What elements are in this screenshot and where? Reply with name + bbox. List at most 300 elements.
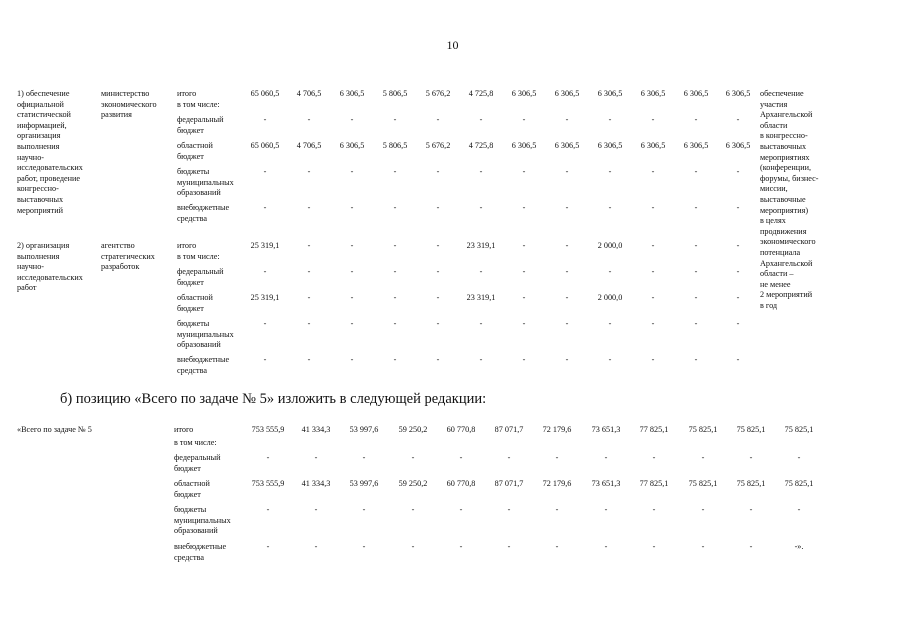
funding-source — [174, 479, 210, 500]
value-cell-line: - — [362, 505, 366, 514]
value-cell-line: - — [393, 241, 397, 250]
value-cell-line: - — [411, 542, 415, 551]
value-cell-line: 59 250,2 — [398, 479, 428, 488]
value-cell-line: - — [736, 203, 740, 212]
value-cell — [586, 241, 634, 252]
value-cell-line: 65 060,5 — [250, 141, 280, 150]
value-cell — [629, 89, 677, 100]
value-cell-line: - — [608, 355, 612, 364]
value-cell — [629, 241, 677, 252]
value-cell — [414, 167, 462, 178]
value-cell-line: - — [393, 167, 397, 176]
value-cell — [672, 293, 720, 304]
funding-source-line: внебюджетные — [174, 542, 227, 551]
value-cell-line: - — [307, 203, 311, 212]
value-cell-line: - — [459, 453, 463, 462]
value-cell-line: - — [736, 355, 740, 364]
value-cell-line: 25 319,1 — [250, 241, 280, 250]
value-cell-line: - — [307, 319, 311, 328]
value-cell — [500, 203, 548, 214]
value-cell-line: - — [263, 319, 267, 328]
value-cell — [543, 241, 591, 252]
result-cell-line: Архангельской — [760, 258, 813, 268]
value-cell — [483, 479, 535, 490]
value-cell — [714, 267, 762, 278]
value-cell — [543, 355, 591, 366]
value-cell-line: - — [350, 319, 354, 328]
value-cell-line: 87 071,7 — [494, 425, 524, 434]
value-cell — [773, 453, 825, 464]
value-cell — [714, 115, 762, 126]
value-cell-line: 77 825,1 — [639, 425, 669, 434]
value-cell-line: - — [393, 355, 397, 364]
value-cell — [586, 115, 634, 126]
result-cell-line: экономического — [760, 237, 816, 247]
value-cell-line: 60 770,8 — [446, 425, 476, 434]
value-cell — [714, 167, 762, 178]
value-cell-line: - — [565, 203, 569, 212]
result-cell-line: не менее — [760, 279, 791, 289]
value-cell-line: - — [522, 241, 526, 250]
result-cell-line: продвижения — [760, 226, 807, 236]
value-cell — [725, 542, 777, 553]
result-cell-line: потенциала — [760, 247, 801, 257]
funding-source — [174, 505, 231, 537]
funding-source — [177, 293, 213, 314]
value-cell-line: - — [565, 293, 569, 302]
value-cell — [414, 203, 462, 214]
value-cell-line: - — [362, 453, 366, 462]
value-cell-line: - — [507, 453, 511, 462]
value-cell-line: - — [608, 203, 612, 212]
value-cell — [387, 453, 439, 464]
funding-source — [177, 115, 224, 136]
value-cell — [629, 267, 677, 278]
activity-cell-line: информацией, — [17, 120, 67, 130]
value-cell — [586, 203, 634, 214]
total-label-line: «Всего по задаче № 5 — [17, 425, 92, 434]
value-cell — [500, 319, 548, 330]
funding-source-line: бюджет — [177, 303, 204, 313]
value-cell-line: - — [350, 115, 354, 124]
value-cell — [241, 203, 289, 214]
value-cell-line: - — [266, 505, 270, 514]
funding-source-line: итого — [177, 241, 197, 250]
value-cell — [241, 167, 289, 178]
value-cell — [242, 505, 294, 516]
value-cell — [414, 267, 462, 278]
value-cell — [338, 453, 390, 464]
funding-source-line: бюджет — [174, 489, 201, 499]
value-cell — [285, 203, 333, 214]
value-cell — [628, 479, 680, 490]
result-cell-line: (конференции, — [760, 163, 812, 173]
funding-source-line: итого — [177, 89, 197, 98]
value-cell — [241, 89, 289, 100]
value-cell-line: - — [522, 203, 526, 212]
value-cell-line: - — [436, 167, 440, 176]
value-cell-line: - — [307, 167, 311, 176]
value-cell-line: - — [565, 167, 569, 176]
value-cell-line: 41 334,3 — [301, 479, 331, 488]
funding-source-line: внебюджетные — [177, 355, 230, 364]
funding-source-line: бюджеты — [177, 167, 210, 176]
value-cell-line: - — [694, 167, 698, 176]
value-cell-line: 6 306,5 — [554, 141, 580, 150]
funding-source — [177, 241, 220, 262]
value-cell — [725, 425, 777, 436]
funding-source-line: образований — [174, 526, 218, 536]
value-cell — [242, 542, 294, 553]
value-cell — [672, 355, 720, 366]
funding-source — [177, 167, 234, 199]
value-cell — [677, 453, 729, 464]
value-cell — [773, 479, 825, 490]
value-cell-line: - — [652, 505, 656, 514]
funding-source-line: в том числе: — [177, 99, 220, 109]
value-cell — [543, 203, 591, 214]
funding-source — [174, 453, 221, 474]
value-cell-line: - — [350, 167, 354, 176]
value-cell-line: - — [362, 542, 366, 551]
value-cell-line: - — [555, 505, 559, 514]
value-cell-line: - — [263, 355, 267, 364]
activity-cell-line: мероприятий — [17, 205, 63, 215]
value-cell — [543, 267, 591, 278]
value-cell-line: 753 555,9 — [251, 479, 285, 488]
value-cell — [285, 293, 333, 304]
result-cell-line: области – — [760, 269, 794, 279]
value-cell-line: 6 306,5 — [554, 89, 580, 98]
value-cell — [677, 479, 729, 490]
value-cell — [672, 267, 720, 278]
value-cell — [500, 267, 548, 278]
value-cell — [677, 425, 729, 436]
activity-cell-line: конгрессно- — [17, 184, 59, 194]
value-cell — [500, 141, 548, 152]
value-cell — [725, 453, 777, 464]
value-cell-line: 4 706,5 — [296, 89, 322, 98]
value-cell — [725, 505, 777, 516]
value-cell — [414, 141, 462, 152]
value-cell-line: 2 000,0 — [597, 293, 623, 302]
value-cell-line: - — [651, 319, 655, 328]
value-cell — [414, 115, 462, 126]
value-cell-line: - — [694, 319, 698, 328]
value-cell-line: - — [565, 319, 569, 328]
value-cell-line: - — [393, 203, 397, 212]
value-cell — [672, 319, 720, 330]
value-cell-line: - — [522, 355, 526, 364]
value-cell — [285, 141, 333, 152]
funding-source-line: бюджеты — [177, 319, 210, 328]
value-cell-line: - — [522, 319, 526, 328]
value-cell — [457, 115, 505, 126]
value-cell — [543, 167, 591, 178]
value-cell — [285, 89, 333, 100]
value-cell — [586, 167, 634, 178]
value-cell-line: - — [479, 203, 483, 212]
value-cell — [371, 141, 419, 152]
value-cell-line: - — [701, 453, 705, 462]
result-cell-line: 2 мероприятий — [760, 290, 813, 300]
value-cell-line: 73 651,3 — [591, 425, 621, 434]
value-cell-line: 41 334,3 — [301, 425, 331, 434]
value-cell-line: - — [522, 115, 526, 124]
value-cell-line: - — [749, 453, 753, 462]
total-label — [17, 425, 92, 436]
value-cell-line: 75 825,1 — [784, 425, 814, 434]
value-cell-line: 65 060,5 — [250, 89, 280, 98]
value-cell — [714, 203, 762, 214]
funding-source-line: внебюджетные — [177, 203, 230, 212]
value-cell-line: - — [314, 505, 318, 514]
value-cell — [371, 203, 419, 214]
value-cell — [586, 293, 634, 304]
value-cell-line: - — [522, 167, 526, 176]
value-cell — [500, 293, 548, 304]
result-cell-line: обеспечение — [760, 89, 804, 98]
value-cell — [483, 542, 535, 553]
value-cell — [371, 167, 419, 178]
value-cell-line: 73 651,3 — [591, 479, 621, 488]
activity-cell-line: выставочных — [17, 194, 64, 204]
value-cell-line: - — [350, 241, 354, 250]
value-cell — [483, 425, 535, 436]
value-cell — [714, 355, 762, 366]
value-cell — [371, 319, 419, 330]
value-cell-line: - — [694, 355, 698, 364]
value-cell-line: - — [565, 241, 569, 250]
value-cell — [483, 505, 535, 516]
value-cell-line: - — [749, 542, 753, 551]
result-cell-line: в год — [760, 300, 778, 310]
value-cell-line: - — [507, 505, 511, 514]
funding-source-line: средства — [177, 365, 208, 375]
value-cell-line: - — [436, 203, 440, 212]
value-cell — [457, 267, 505, 278]
value-cell — [414, 293, 462, 304]
value-cell — [242, 479, 294, 490]
value-cell-line: - — [479, 267, 483, 276]
value-cell-line: 75 825,1 — [784, 479, 814, 488]
value-cell-line: - — [652, 453, 656, 462]
value-cell-line: - — [307, 267, 311, 276]
funding-source — [174, 542, 226, 563]
value-cell — [241, 267, 289, 278]
value-cell — [773, 505, 825, 516]
result-cell — [760, 89, 819, 311]
funding-source — [174, 438, 217, 449]
value-cell — [531, 505, 583, 516]
value-cell — [338, 425, 390, 436]
value-cell-line: - — [263, 167, 267, 176]
value-cell — [371, 241, 419, 252]
result-cell-line: Архангельской — [760, 110, 813, 120]
value-cell — [714, 293, 762, 304]
funding-source-line: областной — [177, 293, 213, 302]
value-cell — [580, 505, 632, 516]
value-cell-line: - — [651, 115, 655, 124]
value-cell-line: - — [522, 267, 526, 276]
value-cell — [241, 355, 289, 366]
funding-source-line: федеральный — [174, 453, 221, 462]
value-cell — [714, 319, 762, 330]
page-number: 10 — [446, 38, 459, 52]
value-cell — [586, 267, 634, 278]
value-cell-line: - — [797, 453, 801, 462]
funding-source-line: муниципальных — [174, 515, 231, 525]
value-cell — [586, 89, 634, 100]
value-cell — [435, 453, 487, 464]
result-cell-line: области — [760, 120, 788, 130]
value-cell — [435, 479, 487, 490]
value-cell-line: - — [436, 115, 440, 124]
value-cell-line: - — [694, 203, 698, 212]
value-cell-line: 77 825,1 — [639, 479, 669, 488]
value-cell — [629, 203, 677, 214]
value-cell — [371, 293, 419, 304]
value-cell — [328, 293, 376, 304]
value-cell-line: 6 306,5 — [511, 141, 537, 150]
result-cell-line: выставочных — [760, 141, 807, 151]
executor-cell-line: разработок — [101, 262, 140, 272]
value-cell-line: - — [651, 293, 655, 302]
value-cell-line: 75 825,1 — [736, 425, 766, 434]
value-cell-line: 6 306,5 — [640, 89, 666, 98]
value-cell — [457, 141, 505, 152]
value-cell-line: - — [694, 115, 698, 124]
value-cell — [242, 425, 294, 436]
value-cell — [290, 505, 342, 516]
value-cell — [773, 542, 825, 553]
value-cell — [290, 479, 342, 490]
value-cell-line: - — [736, 319, 740, 328]
value-cell-line: - — [479, 355, 483, 364]
value-cell — [483, 453, 535, 464]
funding-source-line: федеральный — [177, 115, 224, 124]
value-cell-line: - — [307, 241, 311, 250]
value-cell — [543, 293, 591, 304]
value-cell-line: - — [555, 542, 559, 551]
funding-source-line: в том числе: — [177, 251, 220, 261]
value-cell-line: - — [736, 267, 740, 276]
activity-cell-line: выполнения — [17, 251, 60, 261]
funding-source — [177, 141, 213, 162]
value-cell-line: 53 997,6 — [349, 425, 379, 434]
value-cell — [586, 141, 634, 152]
result-cell-line: форумы, бизнес- — [760, 173, 819, 183]
funding-source-line: муниципальных — [177, 177, 234, 187]
value-cell — [285, 241, 333, 252]
value-cell-line: - — [436, 241, 440, 250]
value-cell — [414, 355, 462, 366]
value-cell — [672, 167, 720, 178]
value-cell-line: - — [694, 267, 698, 276]
value-cell — [500, 167, 548, 178]
value-cell-line: - — [651, 203, 655, 212]
value-cell-line: - — [479, 115, 483, 124]
value-cell-line: 23 319,1 — [466, 293, 496, 302]
value-cell — [457, 319, 505, 330]
value-cell — [290, 425, 342, 436]
value-cell — [328, 355, 376, 366]
value-cell-line: - — [266, 542, 270, 551]
value-cell — [435, 425, 487, 436]
funding-source-line: бюджет — [177, 277, 204, 287]
activity-cell-line: статистической — [17, 110, 71, 120]
value-cell — [371, 115, 419, 126]
value-cell — [500, 241, 548, 252]
value-cell-line: 753 555,9 — [251, 425, 285, 434]
value-cell — [285, 355, 333, 366]
value-cell-line: - — [736, 293, 740, 302]
value-cell — [629, 319, 677, 330]
value-cell-line: - — [314, 542, 318, 551]
value-cell-line: - — [652, 542, 656, 551]
value-cell-line: 6 306,5 — [339, 89, 365, 98]
value-cell — [338, 505, 390, 516]
result-cell-line: мероприятия) — [760, 205, 809, 215]
funding-source — [177, 355, 229, 376]
result-cell-line: мероприятиях — [760, 152, 810, 162]
funding-source-line: средства — [174, 552, 205, 562]
value-cell — [241, 293, 289, 304]
value-cell — [580, 453, 632, 464]
executor-cell-line: стратегических — [101, 251, 155, 261]
value-cell — [285, 319, 333, 330]
value-cell — [773, 425, 825, 436]
value-cell — [414, 89, 462, 100]
value-cell-line: 25 319,1 — [250, 293, 280, 302]
value-cell-line: - — [604, 542, 608, 551]
value-cell-line: - — [608, 319, 612, 328]
value-cell-line: - — [393, 319, 397, 328]
value-cell-line: 87 071,7 — [494, 479, 524, 488]
value-cell-line: - — [694, 293, 698, 302]
value-cell-line: - — [604, 505, 608, 514]
result-cell-line: участия — [760, 99, 788, 109]
value-cell-line: 72 179,6 — [542, 425, 572, 434]
value-cell-line: - — [608, 267, 612, 276]
value-cell — [580, 479, 632, 490]
value-cell — [371, 89, 419, 100]
activity-cell-line: научно- — [17, 152, 45, 162]
value-cell — [714, 89, 762, 100]
value-cell — [531, 453, 583, 464]
value-cell — [500, 89, 548, 100]
value-cell — [672, 115, 720, 126]
activity-cell — [17, 241, 83, 294]
value-cell-line: 4 725,8 — [468, 89, 494, 98]
value-cell-line: - — [436, 293, 440, 302]
value-cell — [580, 542, 632, 553]
value-cell-line: - — [411, 505, 415, 514]
funding-source-line: федеральный — [177, 267, 224, 276]
value-cell — [242, 453, 294, 464]
value-cell — [586, 355, 634, 366]
value-cell-line: - — [736, 167, 740, 176]
value-cell-line: - — [736, 115, 740, 124]
value-cell — [241, 141, 289, 152]
activity-cell-line: организация — [17, 131, 61, 141]
value-cell — [677, 505, 729, 516]
value-cell — [328, 141, 376, 152]
value-cell-line: - — [565, 355, 569, 364]
value-cell — [543, 319, 591, 330]
value-cell-line: - — [555, 453, 559, 462]
value-cell-line: 23 319,1 — [466, 241, 496, 250]
